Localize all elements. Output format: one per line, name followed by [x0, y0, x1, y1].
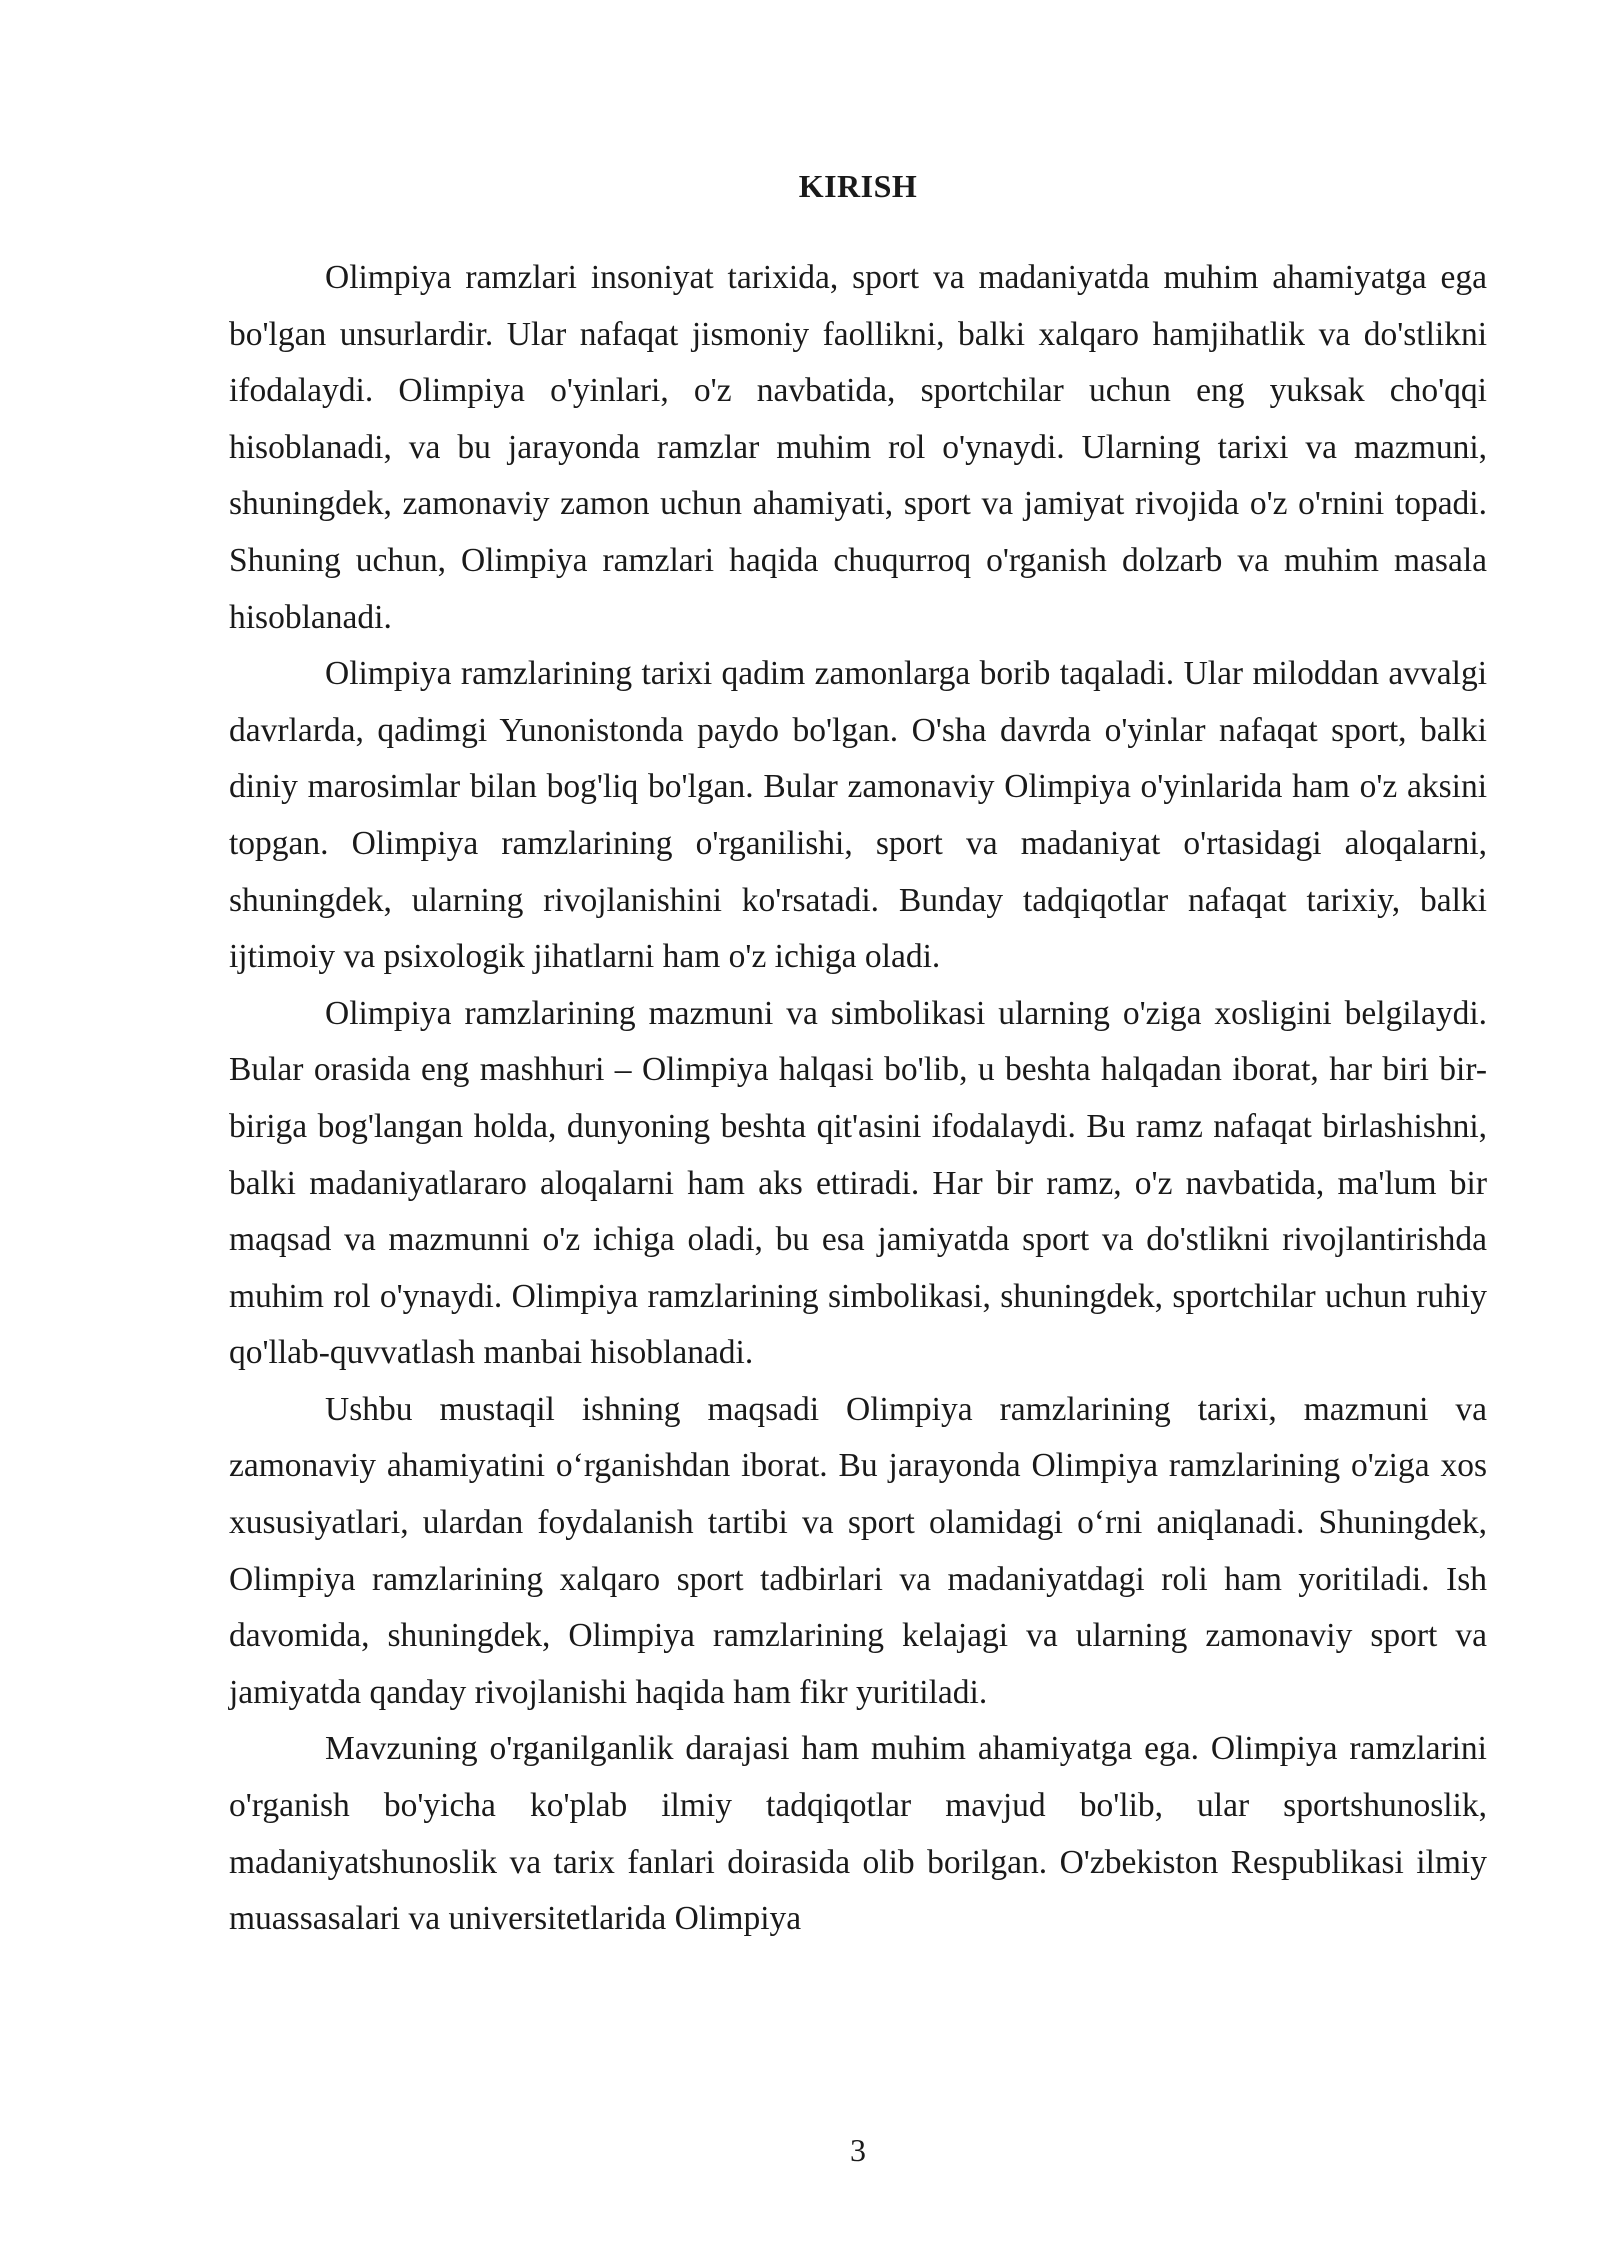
paragraph-1: Olimpiya ramzlari insoniyat tarixida, sport va madaniyatda muhim ahamiyatga ega bo'lgan unsurlardir. Ular nafaqat jismoniy faollikni, balki xalqaro hamjihatlik va do'stlikni ifodalaydi. Olimpiya o'yinlari, o'z navbatida, sportchilar uchun eng yuksak cho'qqi hisoblanadi, va bu jarayonda ramzlar muhim rol o'ynaydi. Ularning tarixi va mazmuni, shuningdek, zamonaviy zamon uchun ahamiyati, sport va jamiyat rivojida o'z o'rnini topadi. Shuning uchun, Olimpiya ramzlari haqida chuqurroq o'rganish dolzarb va muhim masala hisoblanadi. — [229, 259, 1487, 636]
paragraph-5: Mavzuning o'rganilganlik darajasi ham muhim ahamiyatga ega. Olimpiya ramzlarini o'rganish bo'yicha ko'plab ilmiy tadqiqotlar mavjud bo'lib, ular sportshunoslik, madaniyatshunoslik va tarix fanlari doirasida olib borilgan. O'zbekiston Respublikasi ilmiy muassasalari va universitetlarida Olimpiya — [229, 1730, 1487, 1938]
paragraph-2: Olimpiya ramzlarining tarixi qadim zamonlarga borib taqaladi. Ular miloddan avvalgi davrlarda, qadimgi Yunonistonda paydo bo'lgan. O'sha davrda o'yinlar nafaqat sport, balki diniy marosimlar bilan bog'liq bo'lgan. Bular zamonaviy Olimpiya o'yinlarida ham o'z aksini topgan. Olimpiya ramzlarining o'rganilishi, sport va madaniyat o'rtasidagi aloqalarni, shuningdek, ularning rivojlanishini ko'rsatadi. Bunday tadqiqotlar nafaqat tarixiy, balki ijtimoiy va psixologik jihatlarni ham o'z ichiga oladi. — [229, 655, 1487, 976]
section-heading: KIRISH — [798, 168, 918, 204]
page-number: 3 — [850, 2132, 866, 2168]
paragraph-3: Olimpiya ramzlarining mazmuni va simbolikasi ularning o'ziga xosligini belgilaydi. Bular orasida eng mashhuri – Olimpiya halqasi bo'lib, u beshta halqadan iborat, har biri bir-biriga bog'langan holda, dunyoning beshta qit'asini ifodalaydi. Bu ramz nafaqat birlashishni, balki madaniyatlararo aloqalarni ham aks ettiradi. Har bir ramz, o'z navbatida, ma'lum bir maqsad va mazmunni o'z ichiga oladi, bu esa jamiyatda sport va do'stlikni rivojlantirishda muhim rol o'ynaydi. Olimpiya ramzlarining simbolikasi, shuningdek, sportchilar uchun ruhiy qo'llab-quvvatlash manbai hisoblanadi. — [229, 994, 1487, 1372]
body-text — [229, 250, 1487, 1948]
paragraph-4: Ushbu mustaqil ishning maqsadi Olimpiya ramzlarining tarixi, mazmuni va zamonaviy ahamiyatini o‘rganishdan iborat. Bu jarayonda Olimpiya ramzlarining o'ziga xos xususiyatlari, ulardan foydalanish tartibi va sport olamidagi o‘rni aniqlanadi. Shuningdek, Olimpiya ramzlarining xalqaro sport tadbirlari va madaniyatdagi roli ham yoritiladi. Ish davomida, shuningdek, Olimpiya ramzlarining kelajagi va ularning zamonaviy sport va jamiyatda qanday rivojlanishi haqida ham fikr yuritiladi. — [229, 1390, 1487, 1711]
